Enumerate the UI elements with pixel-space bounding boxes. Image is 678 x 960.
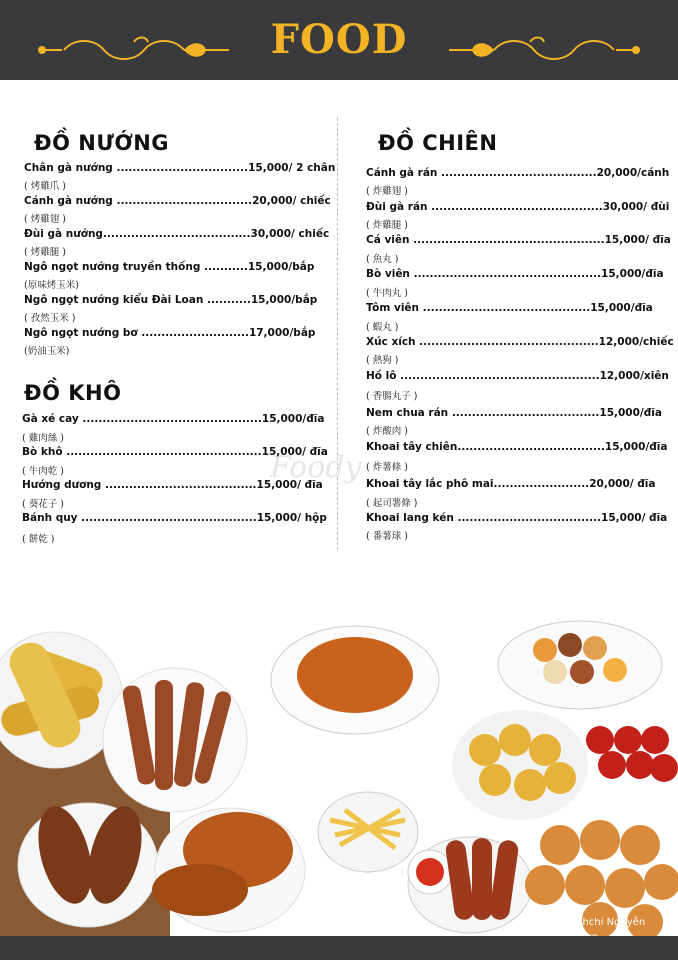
foody-watermark: Foody xyxy=(270,450,362,485)
section-title-fried: ĐỒ CHIÊN xyxy=(378,131,498,155)
right-flourish-icon xyxy=(444,34,644,64)
ketchup-icon xyxy=(416,858,444,886)
menu-item-chinese: ( 烤雞爪 ) xyxy=(24,181,66,192)
menu-item: Xúc xích .............................................12,000/chiếc xyxy=(366,336,674,348)
menu-item-chinese: ( 牛肉丸 ) xyxy=(366,288,408,299)
shredded-meat-icon xyxy=(297,637,413,713)
menu-item: Đùi gà rán ...........................................30,000/ đùi xyxy=(366,201,670,213)
menu-item-chinese: ( 起司薯條 ) xyxy=(366,498,418,509)
menu-item: Cánh gà nướng ..................................20,000/ chiếc xyxy=(24,195,331,207)
menu-item: Gà xé cay .............................................15,000/đĩa xyxy=(22,413,325,425)
page-title: FOOD xyxy=(270,16,408,63)
menu-item-chinese: ( 番薯球 ) xyxy=(366,531,408,542)
column-divider xyxy=(337,118,338,550)
menu-item: Khoai lang kén ....................................15,000/ đĩa xyxy=(366,512,668,524)
menu-item-chinese: ( 炸雞腿 ) xyxy=(366,220,408,231)
menu-item-chinese: ( 魚丸 ) xyxy=(366,254,399,265)
menu-item: Khoai tây lắc phô mai........................20,000/ đĩa xyxy=(366,478,656,490)
menu-item: Cá viên ................................................15,000/ đĩa xyxy=(366,234,671,246)
menu-item: Nem chua rán .....................................15,000/đĩa xyxy=(366,407,662,419)
menu-item: Hướng dương ......................................15,000/ đĩa xyxy=(22,479,323,491)
menu-item-chinese: ( 蝦丸 ) xyxy=(366,322,399,333)
menu-item: Ngô ngọt nướng kiểu Đài Loan ...........15,000/bắp xyxy=(24,294,318,306)
menu-item: Cánh gà rán .......................................20,000/cánh xyxy=(366,167,670,179)
menu-item-chinese: ( 孜然玉米 ) xyxy=(24,313,76,324)
menu-item-chinese: ( 烤雞腿 ) xyxy=(24,247,66,258)
menu-item-chinese: ( 香腸丸子 ) xyxy=(366,391,418,402)
menu-item: Bánh quy ............................................15,000/ hộp xyxy=(22,512,327,524)
food-photo-collage xyxy=(0,600,678,936)
menu-item-chinese: ( 雞肉絲 ) xyxy=(22,433,64,444)
section-title-dried: ĐỒ KHÔ xyxy=(24,381,122,405)
menu-footer xyxy=(0,936,678,960)
menu-item: Ngô ngọt nướng truyền thống ...........15,000/bắp xyxy=(24,261,315,273)
menu-item: Tôm viên ..........................................15,000/đĩa xyxy=(366,302,653,314)
menu-item-chinese: ( 葵花子 ) xyxy=(22,499,64,510)
menu-item: Chân gà nướng .................................15,000/ 2 chân xyxy=(24,162,336,174)
watermark-user: Quỳnhchi Nguyễn xyxy=(556,917,646,928)
menu-item-chinese: ( 牛肉乾 ) xyxy=(22,466,64,477)
menu-item-chinese: (原味烤玉米) xyxy=(24,280,79,291)
menu-item-chinese: (奶油玉米) xyxy=(24,346,70,357)
menu-item-chinese: ( 炸雞翅 ) xyxy=(366,186,408,197)
fries-plate xyxy=(318,792,418,872)
menu-item-chinese: ( 烤雞翅 ) xyxy=(24,214,66,225)
menu-item-chinese: ( 炸酸肉 ) xyxy=(366,426,408,437)
menu-item-chinese: ( 炸薯條 ) xyxy=(366,462,408,473)
menu-item: Hồ lô ..................................................12,000/xiên xyxy=(366,370,669,382)
sausage-icon xyxy=(445,838,520,921)
menu-item: Bò viên ...............................................15,000/đĩa xyxy=(366,268,664,280)
menu-item: Ngô ngọt nướng bơ ...........................17,000/bắp xyxy=(24,327,316,339)
menu-item: Bò khô .................................................15,000/ đĩa xyxy=(22,446,328,458)
menu-item: Đùi gà nướng.....................................30,000/ chiếc xyxy=(24,228,330,240)
section-title-grilled: ĐỒ NƯỚNG xyxy=(34,131,170,155)
skewer-balls-icon xyxy=(586,726,678,782)
menu-item-chinese: ( 餅乾 ) xyxy=(22,534,55,545)
menu-item-chinese: ( 熱狗 ) xyxy=(366,355,399,366)
menu-header xyxy=(0,0,678,80)
menu-item: Khoai tây chiên.....................................15,000/đĩa xyxy=(366,441,668,453)
